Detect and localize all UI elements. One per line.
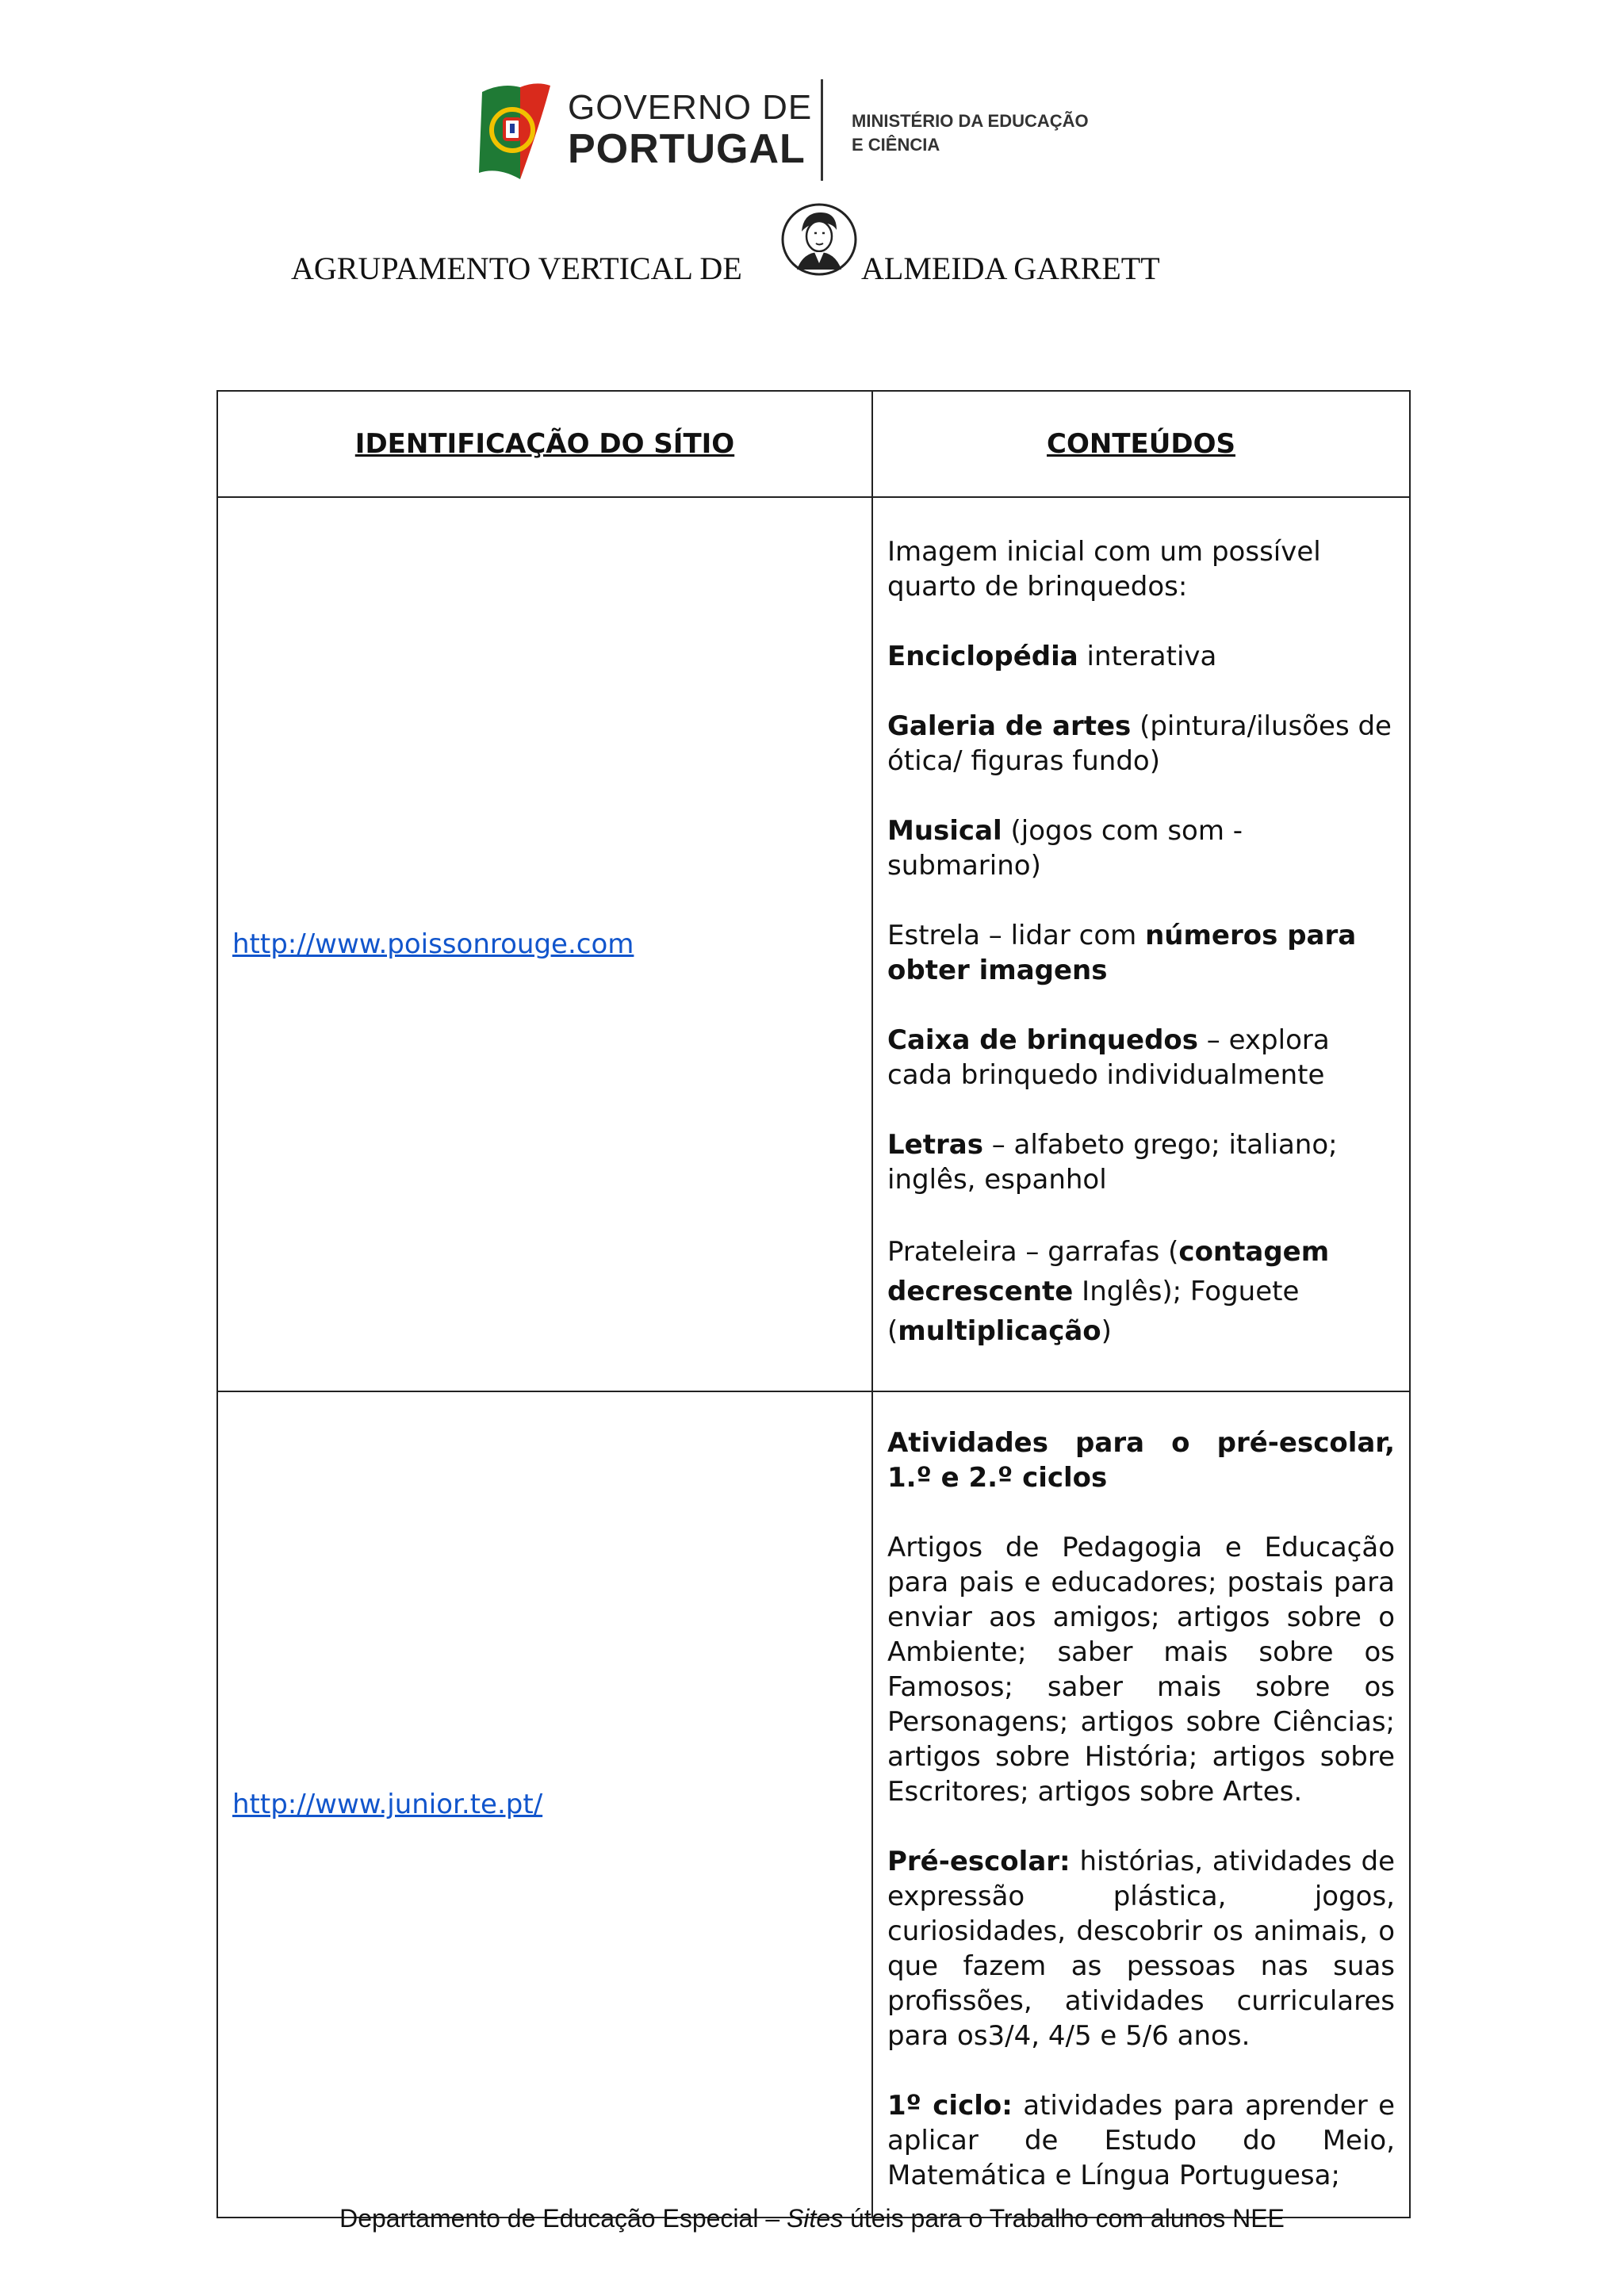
page-footer: Departamento de Educação Especial – Sites úteis para o Trabalho com alunos NEE	[339, 2204, 1285, 2233]
logo-divider	[821, 79, 823, 181]
school-heading	[0, 238, 1624, 301]
site-link-junior[interactable]: http://www.junior.te.pt/	[232, 1789, 543, 1820]
ministry-line1: MINISTÉRIO DA EDUCAÇÃO	[852, 111, 1089, 131]
gov-line2: PORTUGAL	[568, 126, 806, 172]
gov-line1: GOVERNO DE	[568, 88, 813, 127]
content-paragraph: Enciclopédia interativa	[887, 641, 1217, 672]
content-paragraph: 1º ciclo: atividades para aprender e aplicar de Estudo do Meio, Matemática e Língua Portuguesa;	[887, 2090, 1395, 2191]
site-contents-cell	[872, 497, 1410, 1391]
table-header-row	[217, 391, 1410, 497]
sites-table	[216, 390, 1411, 2218]
school-name-right: ALMEIDA GARRETT	[861, 251, 1160, 286]
table-row	[217, 1391, 1410, 2218]
content-paragraph: Imagem inicial com um possível quarto de brinquedos:	[887, 536, 1321, 603]
ministry-line2: E CIÊNCIA	[852, 135, 940, 155]
site-link-poissonrouge[interactable]: http://www.poissonrouge.com	[232, 928, 634, 960]
content-paragraph: Letras – alfabeto grego; italiano; inglês, espanhol	[887, 1129, 1338, 1196]
content-paragraph: Artigos de Pedagogia e Educação para pais e educadores; postais para enviar aos amigos; artigos sobre o Ambiente; saber mais sobre os Famosos; saber mais sobre os Personagens; artigos sobre Ciências; artigos sobre História; artigos sobre Escritores; artigos sobre Artes.	[887, 1532, 1395, 1808]
site-contents-cell	[872, 1391, 1410, 2218]
header-site-id: IDENTIFICAÇÃO DO SÍTIO	[217, 391, 872, 497]
government-logo	[474, 78, 1093, 185]
content-paragraph: Pré-escolar: histórias, atividades de expressão plástica, jogos, curiosidades, descobrir os animais, o que fazem as pessoas nas suas profissões, atividades curriculares para os3/4, 4/5 e 5/6 anos.	[887, 1846, 1395, 2052]
site-url-cell	[217, 1391, 872, 2218]
header-contents: CONTEÚDOS	[872, 391, 1410, 497]
content-paragraph: Galeria de artes (pintura/ilusões de ótica/ figuras fundo)	[887, 710, 1392, 777]
table-row	[217, 497, 1410, 1391]
portugal-flag-emblem-icon	[474, 78, 553, 185]
site-url-cell	[217, 497, 872, 1391]
content-paragraph: Musical (jogos com som -submarino)	[887, 815, 1243, 882]
content-paragraph: Atividades para o pré-escolar, 1.º e 2.º ciclos	[887, 1427, 1395, 1494]
almeida-garrett-portrait-icon	[779, 200, 859, 279]
school-name-left: AGRUPAMENTO VERTICAL DE	[291, 251, 742, 286]
content-paragraph: Estrela – lidar com números para obter imagens	[887, 920, 1357, 986]
content-paragraph: Caixa de brinquedos – explora cada brinquedo individualmente	[887, 1024, 1330, 1091]
content-paragraph: Prateleira – garrafas (contagem decrescente Inglês); Foguete (multiplicação)	[887, 1236, 1330, 1347]
